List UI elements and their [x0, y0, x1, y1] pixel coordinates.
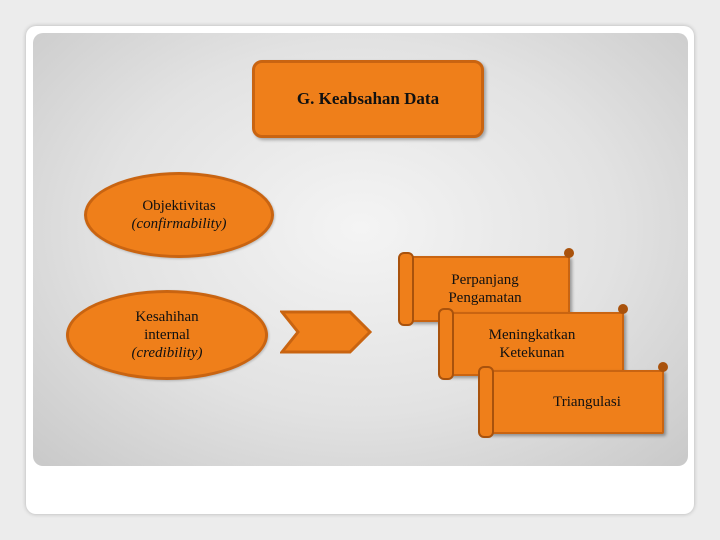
ellipse-objektivitas-line1: Objektivitas [142, 198, 216, 214]
ellipse-objektivitas-line2: (confirmability) [131, 216, 227, 232]
scroll-1-line1: Perpanjang [451, 272, 519, 288]
scroll-2-line1: Meningkatkan [488, 327, 576, 343]
scroll-knob [618, 304, 628, 314]
scroll-triangulasi [480, 370, 664, 434]
scroll-3-line1: Triangulasi [553, 394, 621, 410]
scroll-knob [658, 362, 668, 372]
scroll-1-line2: Pengamatan [448, 290, 522, 306]
ellipse-objektivitas [84, 172, 274, 258]
scroll-roll-left [438, 308, 454, 380]
ellipse-kesahihan-line2: internal [144, 327, 190, 343]
ellipse-kesahihan [66, 290, 268, 380]
ellipse-kesahihan-line1: Kesahihan [135, 309, 199, 325]
scroll-knob [564, 248, 574, 258]
ellipse-kesahihan-line3: (credibility) [131, 345, 203, 361]
scroll-meningkatkan-ketekunan [440, 312, 624, 376]
scroll-roll-left [478, 366, 494, 438]
diagram-title-text: G. Keabsahan Data [296, 89, 440, 108]
diagram-title [252, 60, 484, 138]
scroll-roll-left [398, 252, 414, 326]
scroll-2-line2: Ketekunan [499, 345, 565, 361]
chevron-arrow-icon [280, 308, 372, 356]
